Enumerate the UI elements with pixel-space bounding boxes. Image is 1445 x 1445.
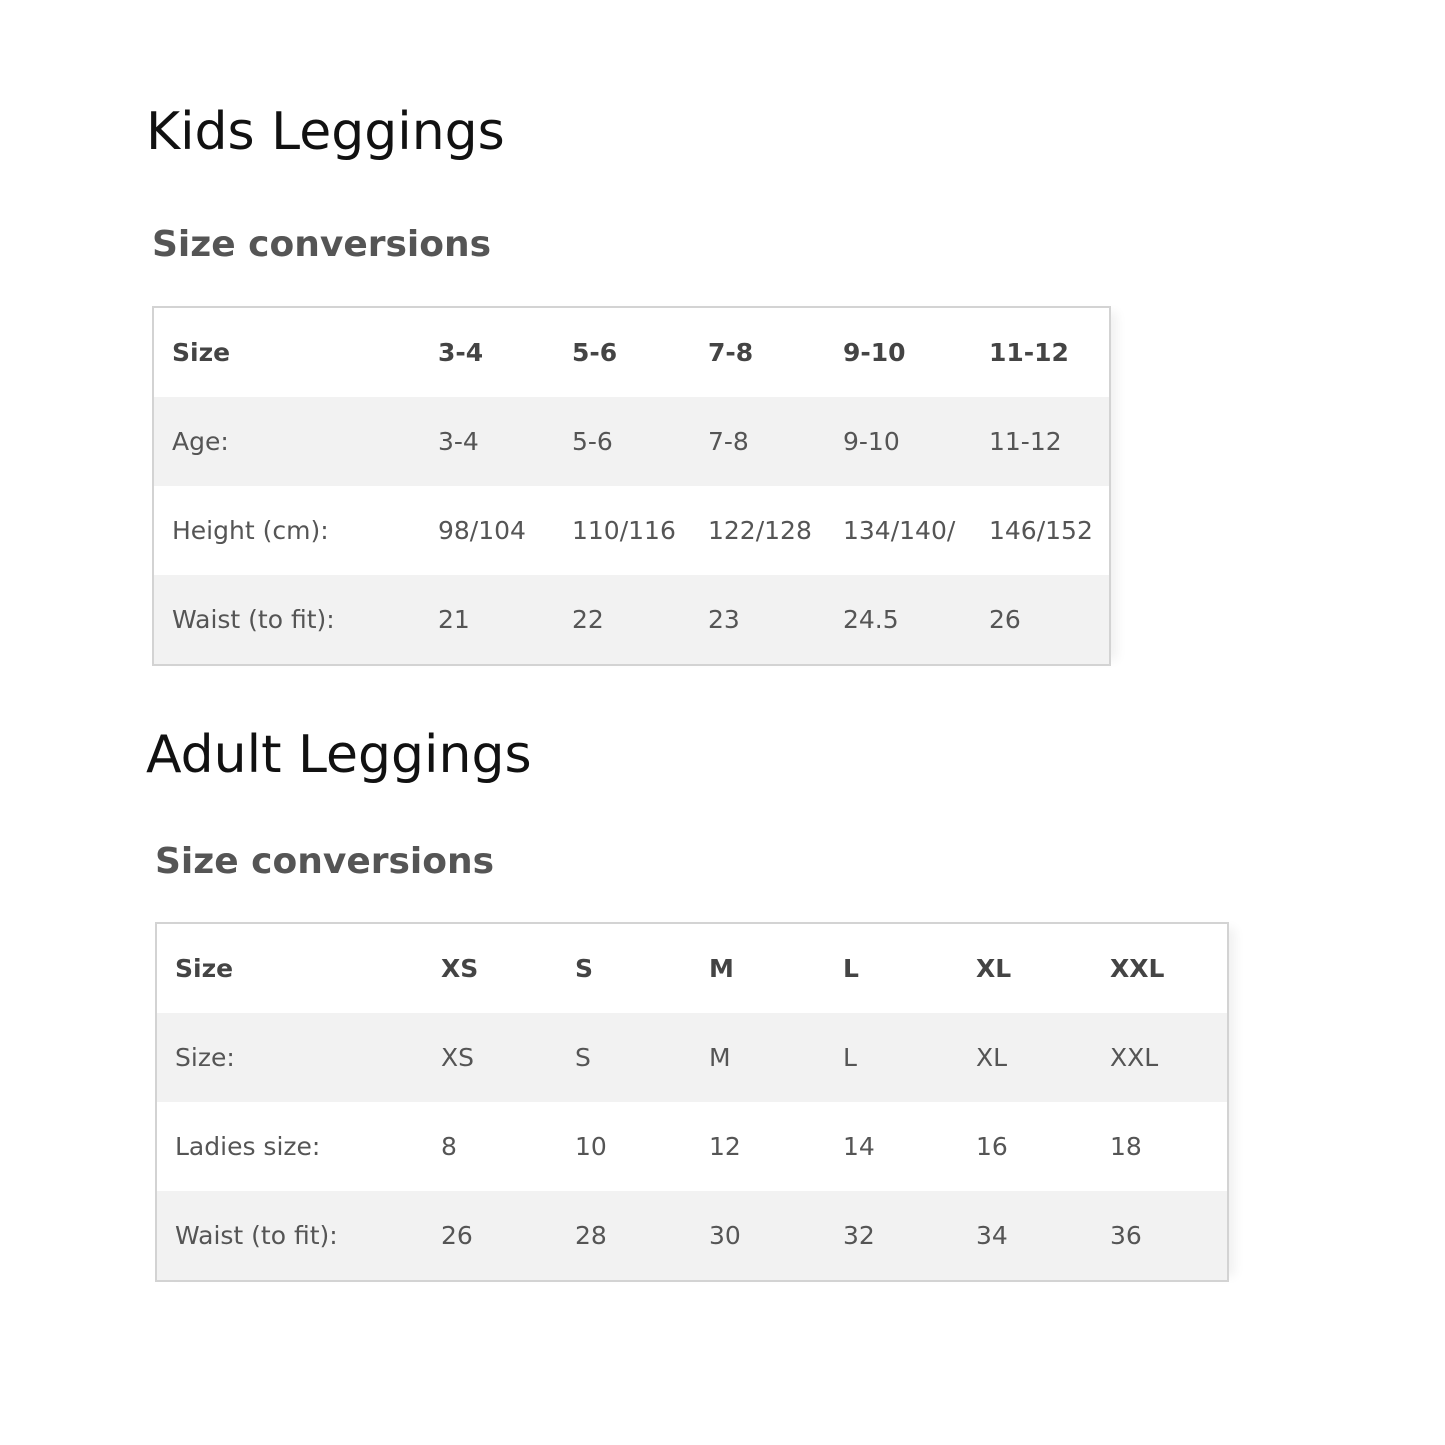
row-label: Height (cm): [172, 516, 329, 545]
table-cell: 7-8 [708, 427, 749, 456]
header-cell: Size [175, 954, 234, 983]
table-cell: 18 [1110, 1132, 1142, 1161]
kids-size-conversions-heading: Size conversions [152, 224, 492, 265]
header-cell: 9-10 [843, 338, 906, 367]
table-cell: 22 [572, 605, 604, 634]
row-label: Age: [172, 427, 229, 456]
table-row [156, 1013, 1228, 1102]
header-cell: L [843, 954, 859, 983]
table-cell: 30 [709, 1221, 741, 1250]
adult-leggings-title: Adult Leggings [146, 725, 532, 785]
table-cell: 134/140/ [843, 516, 956, 545]
table-cell: XS [441, 1043, 474, 1072]
table-cell: 146/152 [989, 516, 1093, 545]
table-row [156, 1191, 1228, 1281]
table-cell: 16 [976, 1132, 1008, 1161]
table-cell: 34 [976, 1221, 1008, 1250]
header-cell: 11-12 [989, 338, 1069, 367]
table-cell: 12 [709, 1132, 741, 1161]
table-cell: 5-6 [572, 427, 613, 456]
table-cell: 23 [708, 605, 740, 634]
header-cell: 7-8 [708, 338, 754, 367]
table-cell: 9-10 [843, 427, 900, 456]
header-cell: XS [441, 954, 479, 983]
table-cell: 110/116 [572, 516, 676, 545]
table-cell: L [843, 1043, 857, 1072]
table-cell: S [575, 1043, 591, 1072]
table-row [153, 486, 1110, 575]
table-row [156, 1102, 1228, 1191]
header-cell: Size [172, 338, 231, 367]
table-cell: 26 [989, 605, 1021, 634]
header-cell: 3-4 [438, 338, 484, 367]
table-cell: 122/128 [708, 516, 812, 545]
table-cell: 3-4 [438, 427, 479, 456]
table-cell: 32 [843, 1221, 875, 1250]
header-cell: XXL [1110, 954, 1165, 983]
table-cell: 28 [575, 1221, 607, 1250]
header-cell: 5-6 [572, 338, 618, 367]
table-cell: 14 [843, 1132, 875, 1161]
header-cell: XL [976, 954, 1012, 983]
table-cell: 26 [441, 1221, 473, 1250]
table-cell: 10 [575, 1132, 607, 1161]
table-row [153, 575, 1110, 665]
table-cell: 98/104 [438, 516, 526, 545]
table-cell: M [709, 1043, 731, 1072]
row-label: Waist (to fit): [172, 605, 335, 634]
header-cell: M [709, 954, 734, 983]
table-cell: XXL [1110, 1043, 1159, 1072]
table-cell: 21 [438, 605, 470, 634]
adult-size-table [155, 922, 1229, 1282]
table-cell: XL [976, 1043, 1008, 1072]
kids-size-table [152, 306, 1111, 666]
kids-leggings-title: Kids Leggings [146, 102, 505, 162]
table-row [153, 397, 1110, 486]
row-label: Waist (to fit): [175, 1221, 338, 1250]
row-label: Size: [175, 1043, 235, 1072]
table-cell: 36 [1110, 1221, 1142, 1250]
table-cell: 11-12 [989, 427, 1062, 456]
row-label: Ladies size: [175, 1132, 321, 1161]
table-cell: 8 [441, 1132, 457, 1161]
header-cell: S [575, 954, 594, 983]
adult-size-conversions-heading: Size conversions [155, 841, 495, 882]
table-header-row [153, 307, 1110, 397]
table-header-row [156, 923, 1228, 1013]
table-cell: 24.5 [843, 605, 899, 634]
